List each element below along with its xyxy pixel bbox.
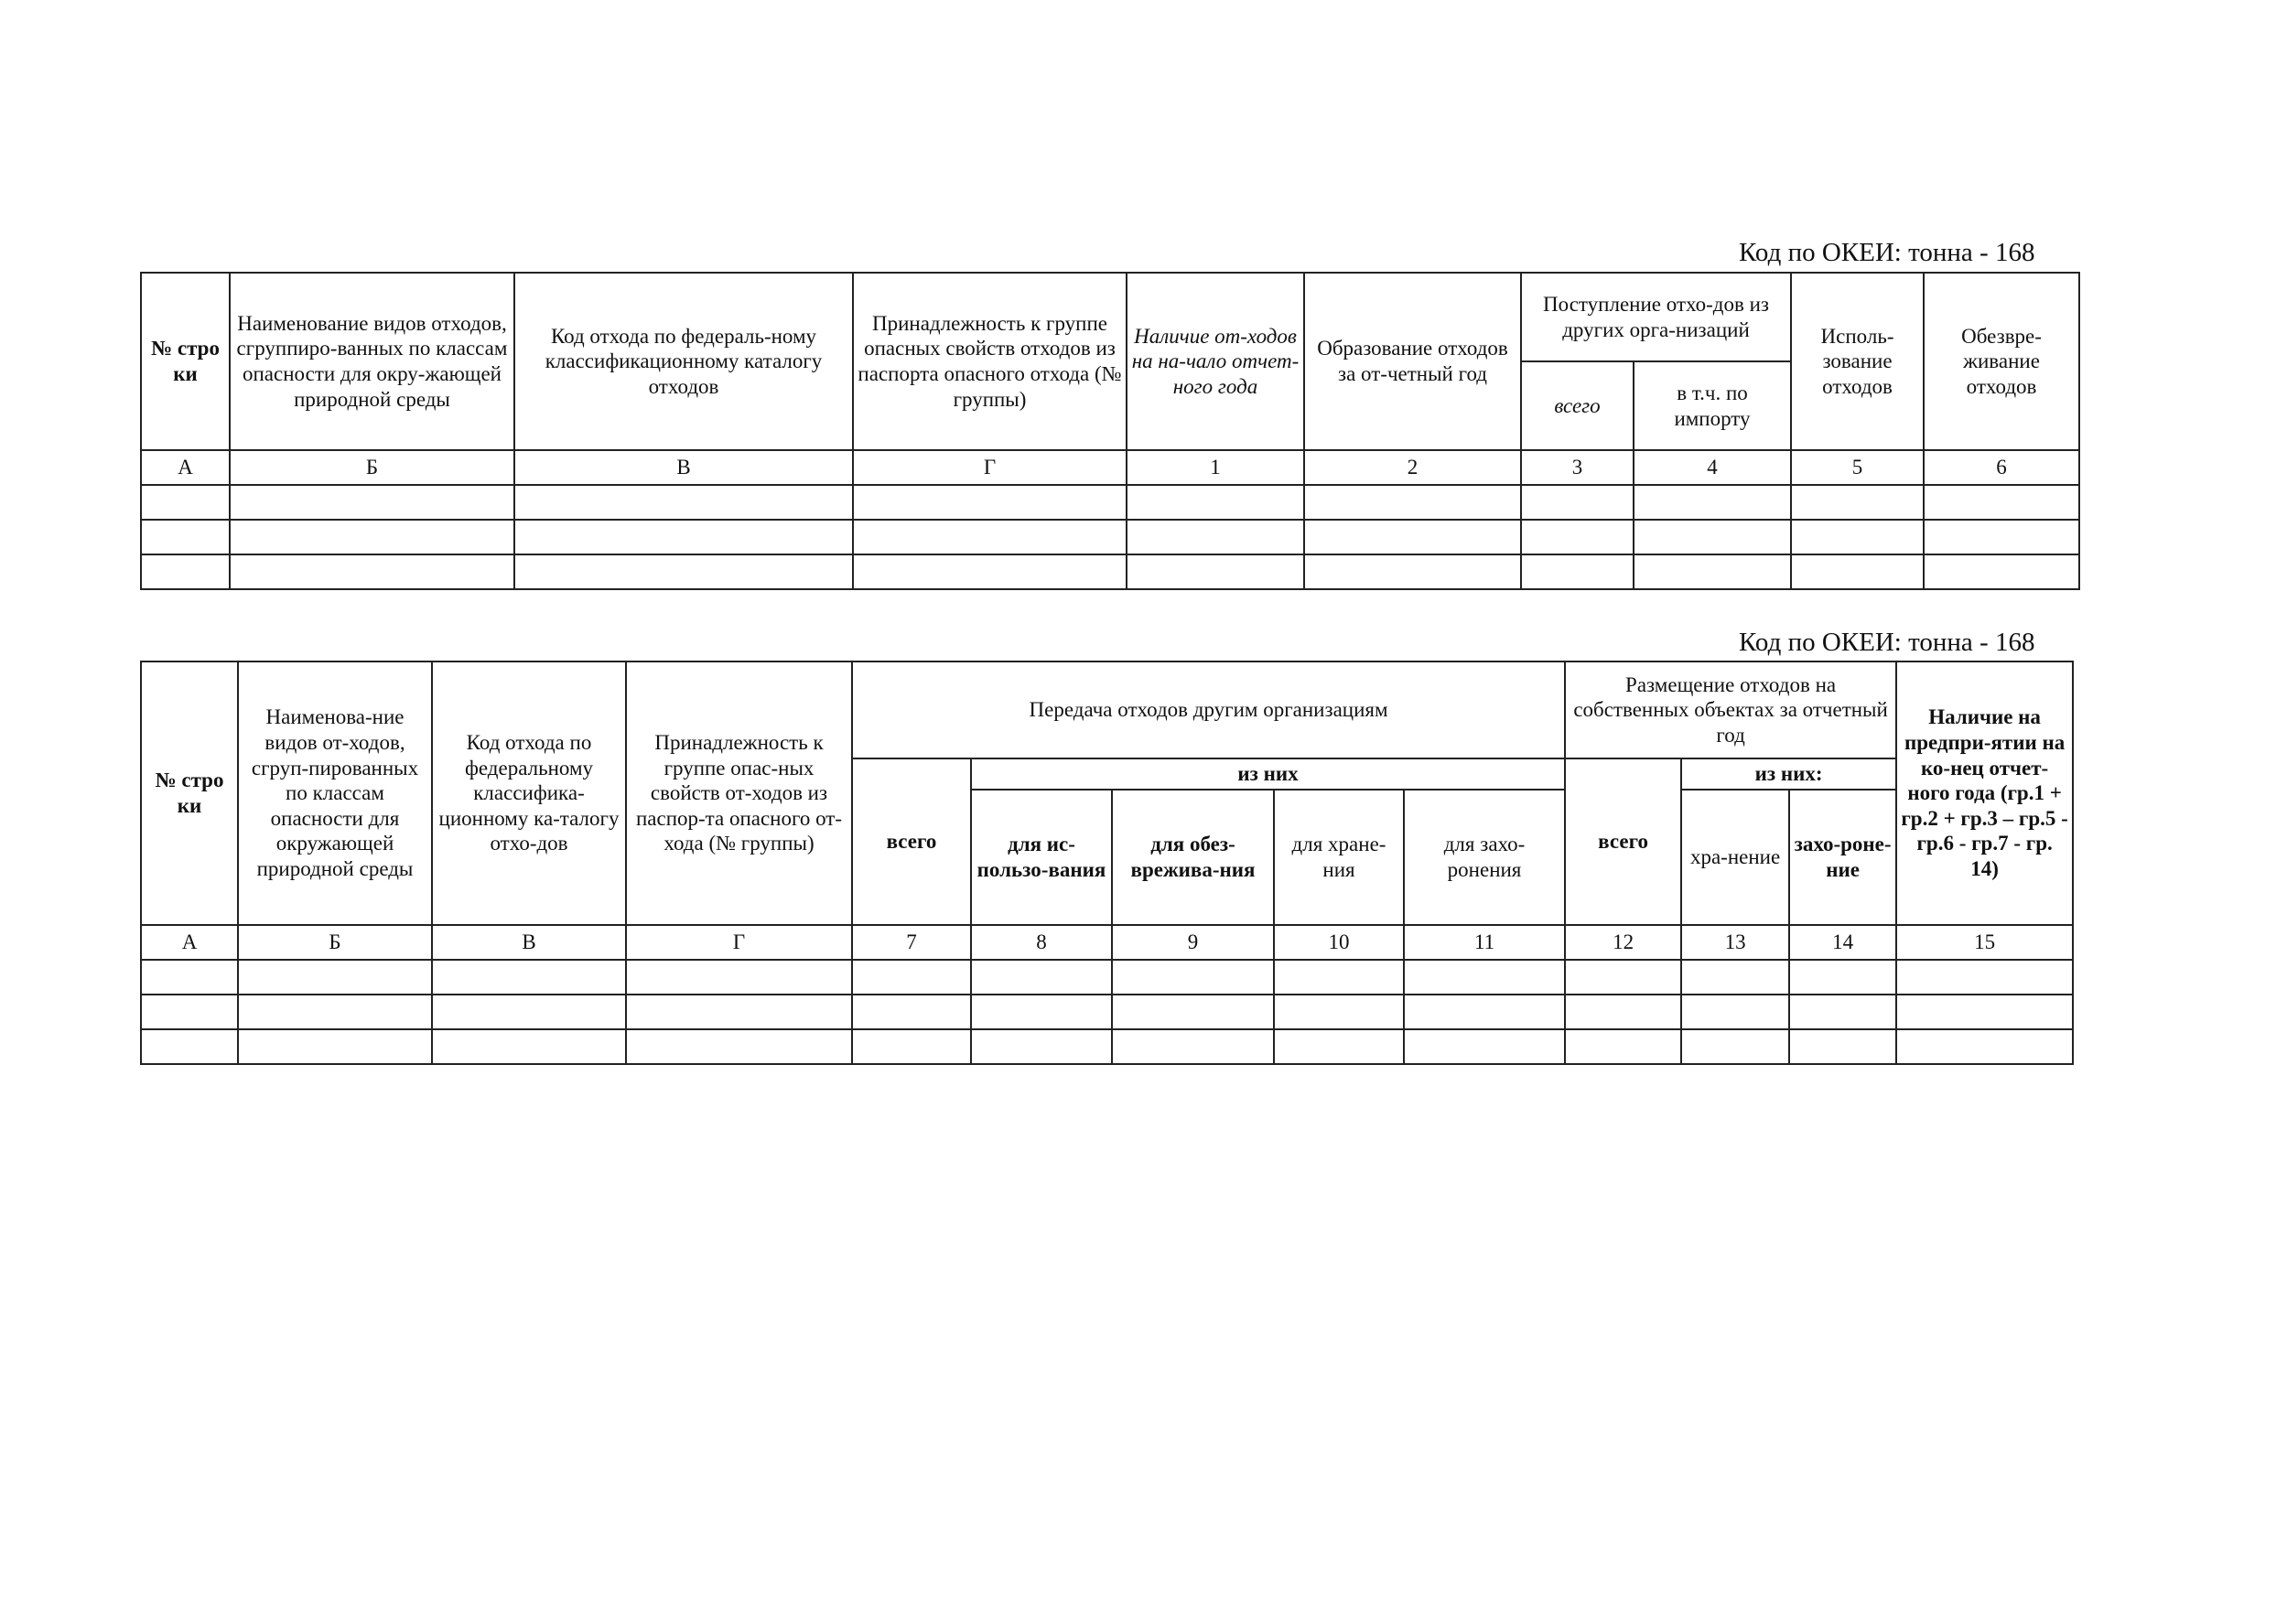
table-cell[interactable] [432,960,626,995]
header-placement-total: всего [1565,758,1681,925]
header-row-number: № стро ки [141,661,238,925]
table-cell[interactable] [1274,960,1404,995]
table-row [141,960,2073,995]
table-cell[interactable] [1521,485,1634,520]
column-codes-row [141,450,2079,485]
column-code: 1 [1127,450,1304,485]
table-cell[interactable] [432,995,626,1029]
column-code: 9 [1112,925,1274,960]
waste-movement-table-part1 [140,272,2080,590]
table-cell[interactable] [971,995,1112,1029]
table-cell[interactable] [238,960,432,995]
header-waste-neutralized: Обезвре-живание отходов [1924,273,2079,450]
waste-movement-table-part2 [140,661,2074,1065]
table-cell[interactable] [141,520,230,554]
table-cell[interactable] [238,1029,432,1064]
table-cell[interactable] [1789,1029,1896,1064]
column-code: 8 [971,925,1112,960]
header-waste-formed: Образование отходов за от-четный год [1304,273,1521,450]
table-cell[interactable] [1112,1029,1274,1064]
column-code: В [432,925,626,960]
header-waste-name: Наименова-ние видов от-ходов, сгруп-пированных по классам опасности для окружающей природной среды [238,661,432,925]
table-cell[interactable] [1304,554,1521,589]
column-code: 13 [1681,925,1789,960]
table-cell[interactable] [1896,1029,2073,1064]
column-code: 15 [1896,925,2073,960]
table-cell[interactable] [1789,960,1896,995]
table-cell[interactable] [1789,995,1896,1029]
table-cell[interactable] [1274,995,1404,1029]
table-cell[interactable] [1304,485,1521,520]
table-cell[interactable] [1565,1029,1681,1064]
table-cell[interactable] [626,1029,852,1064]
table-cell[interactable] [1521,520,1634,554]
header-end-balance: Наличие на предпри-ятии на ко-нец отчет-ного года (гр.1 + гр.2 + гр.3 – гр.5 - гр.6 - гр.7 - гр. 14) [1896,661,2073,925]
header-start-balance: Наличие от-ходов на на-чало отчет-ного года [1127,273,1304,450]
table-row [141,554,2079,589]
table-cell[interactable] [1404,960,1565,995]
header-transfer-burial: для захо-ронения [1404,790,1565,925]
column-code: А [141,450,230,485]
table-cell[interactable] [1681,1029,1789,1064]
table-row [141,995,2073,1029]
header-waste-code: Код отхода по федеральному классифика-ционному ка-талогу отхо-дов [432,661,626,925]
header-row-number: № стро ки [141,273,230,450]
header-transfer: Передача отходов другим организациям [852,661,1565,758]
header-waste-name: Наименование видов отходов, сгруппиро-ванных по классам опасности для окру-жающей природной среды [230,273,514,450]
header-placement-of-them: из них: [1681,758,1896,790]
table-cell[interactable] [626,995,852,1029]
table-cell[interactable] [626,960,852,995]
column-code: Б [238,925,432,960]
table-cell[interactable] [514,485,853,520]
table-cell[interactable] [432,1029,626,1064]
header-waste-code: Код отхода по федераль-ному классификационному каталогу отходов [514,273,853,450]
table-cell[interactable] [853,520,1127,554]
column-code: 10 [1274,925,1404,960]
column-code: 3 [1521,450,1634,485]
header-placement: Размещение отходов на собственных объектах за отчетный год [1565,661,1896,758]
table-cell[interactable] [1634,520,1791,554]
table-cell[interactable] [141,960,238,995]
table-cell[interactable] [1112,960,1274,995]
table-cell[interactable] [1634,554,1791,589]
column-code: Г [853,450,1127,485]
table-cell[interactable] [141,1029,238,1064]
table-cell[interactable] [852,1029,971,1064]
column-code: А [141,925,238,960]
header-transfer-use: для ис-пользо-вания [971,790,1112,925]
table-cell[interactable] [1565,960,1681,995]
header-hazard-group: Принадлежность к группе опасных свойств отходов из паспорта опасного отхода (№ группы) [853,273,1127,450]
table-cell[interactable] [853,485,1127,520]
table-cell[interactable] [1304,520,1521,554]
table-cell[interactable] [1681,960,1789,995]
table-cell[interactable] [1924,520,2079,554]
column-code: В [514,450,853,485]
table-cell[interactable] [1791,554,1924,589]
table-cell[interactable] [1127,520,1304,554]
table-cell[interactable] [1521,554,1634,589]
table-cell[interactable] [238,995,432,1029]
table-cell[interactable] [852,995,971,1029]
column-codes-row [141,925,2073,960]
table-cell[interactable] [230,554,514,589]
column-code: 7 [852,925,971,960]
header-transfer-total: всего [852,758,971,925]
header-hazard-group: Принадлежность к группе опас-ных свойств от-ходов из паспор-та опасного от-хода (№ группы) [626,661,852,925]
table-cell[interactable] [1127,485,1304,520]
table-cell[interactable] [1896,995,2073,1029]
table-cell[interactable] [1681,995,1789,1029]
column-code: 11 [1404,925,1565,960]
table-cell[interactable] [1274,1029,1404,1064]
table-cell[interactable] [1924,554,2079,589]
column-code: Б [230,450,514,485]
column-code: 2 [1304,450,1521,485]
table-cell[interactable] [1565,995,1681,1029]
table-cell[interactable] [1404,995,1565,1029]
table-row [141,485,2079,520]
header-waste-used: Исполь-зование отходов [1791,273,1924,450]
table-cell[interactable] [141,995,238,1029]
table-cell[interactable] [1404,1029,1565,1064]
table-cell[interactable] [1924,485,2079,520]
table-cell[interactable] [1634,485,1791,520]
header-transfer-neutralize: для обез-врежива-ния [1112,790,1274,925]
okei-code-label: Код по ОКЕИ: тонна - 168 [1739,628,2035,657]
table-cell[interactable] [1112,995,1274,1029]
header-transfer-of-them: из них [971,758,1565,790]
table-row [141,1029,2073,1064]
header-transfer-storage: для хране-ния [1274,790,1404,925]
table-cell[interactable] [514,520,853,554]
table-cell[interactable] [230,520,514,554]
table-cell[interactable] [1127,554,1304,589]
okei-code-label: Код по ОКЕИ: тонна - 168 [1739,238,2035,267]
column-code: Г [626,925,852,960]
column-code: 12 [1565,925,1681,960]
header-received-import: в т.ч. по импорту [1634,361,1791,450]
table-cell[interactable] [853,554,1127,589]
header-received-total: всего [1521,361,1634,450]
table-cell[interactable] [852,960,971,995]
table-cell[interactable] [514,554,853,589]
table-cell[interactable] [141,485,230,520]
column-code: 4 [1634,450,1791,485]
table-row [141,520,2079,554]
header-placement-storage: хра-нение [1681,790,1789,925]
table-cell[interactable] [1791,485,1924,520]
column-code: 14 [1789,925,1896,960]
table-cell[interactable] [971,960,1112,995]
table-cell[interactable] [971,1029,1112,1064]
table-cell[interactable] [1896,960,2073,995]
table-cell[interactable] [141,554,230,589]
column-code: 6 [1924,450,2079,485]
column-code: 5 [1791,450,1924,485]
header-placement-burial: захо-роне-ние [1789,790,1896,925]
header-waste-received: Поступление отхо-дов из других орга-низаций [1521,273,1791,361]
table-cell[interactable] [1791,520,1924,554]
table-cell[interactable] [230,485,514,520]
